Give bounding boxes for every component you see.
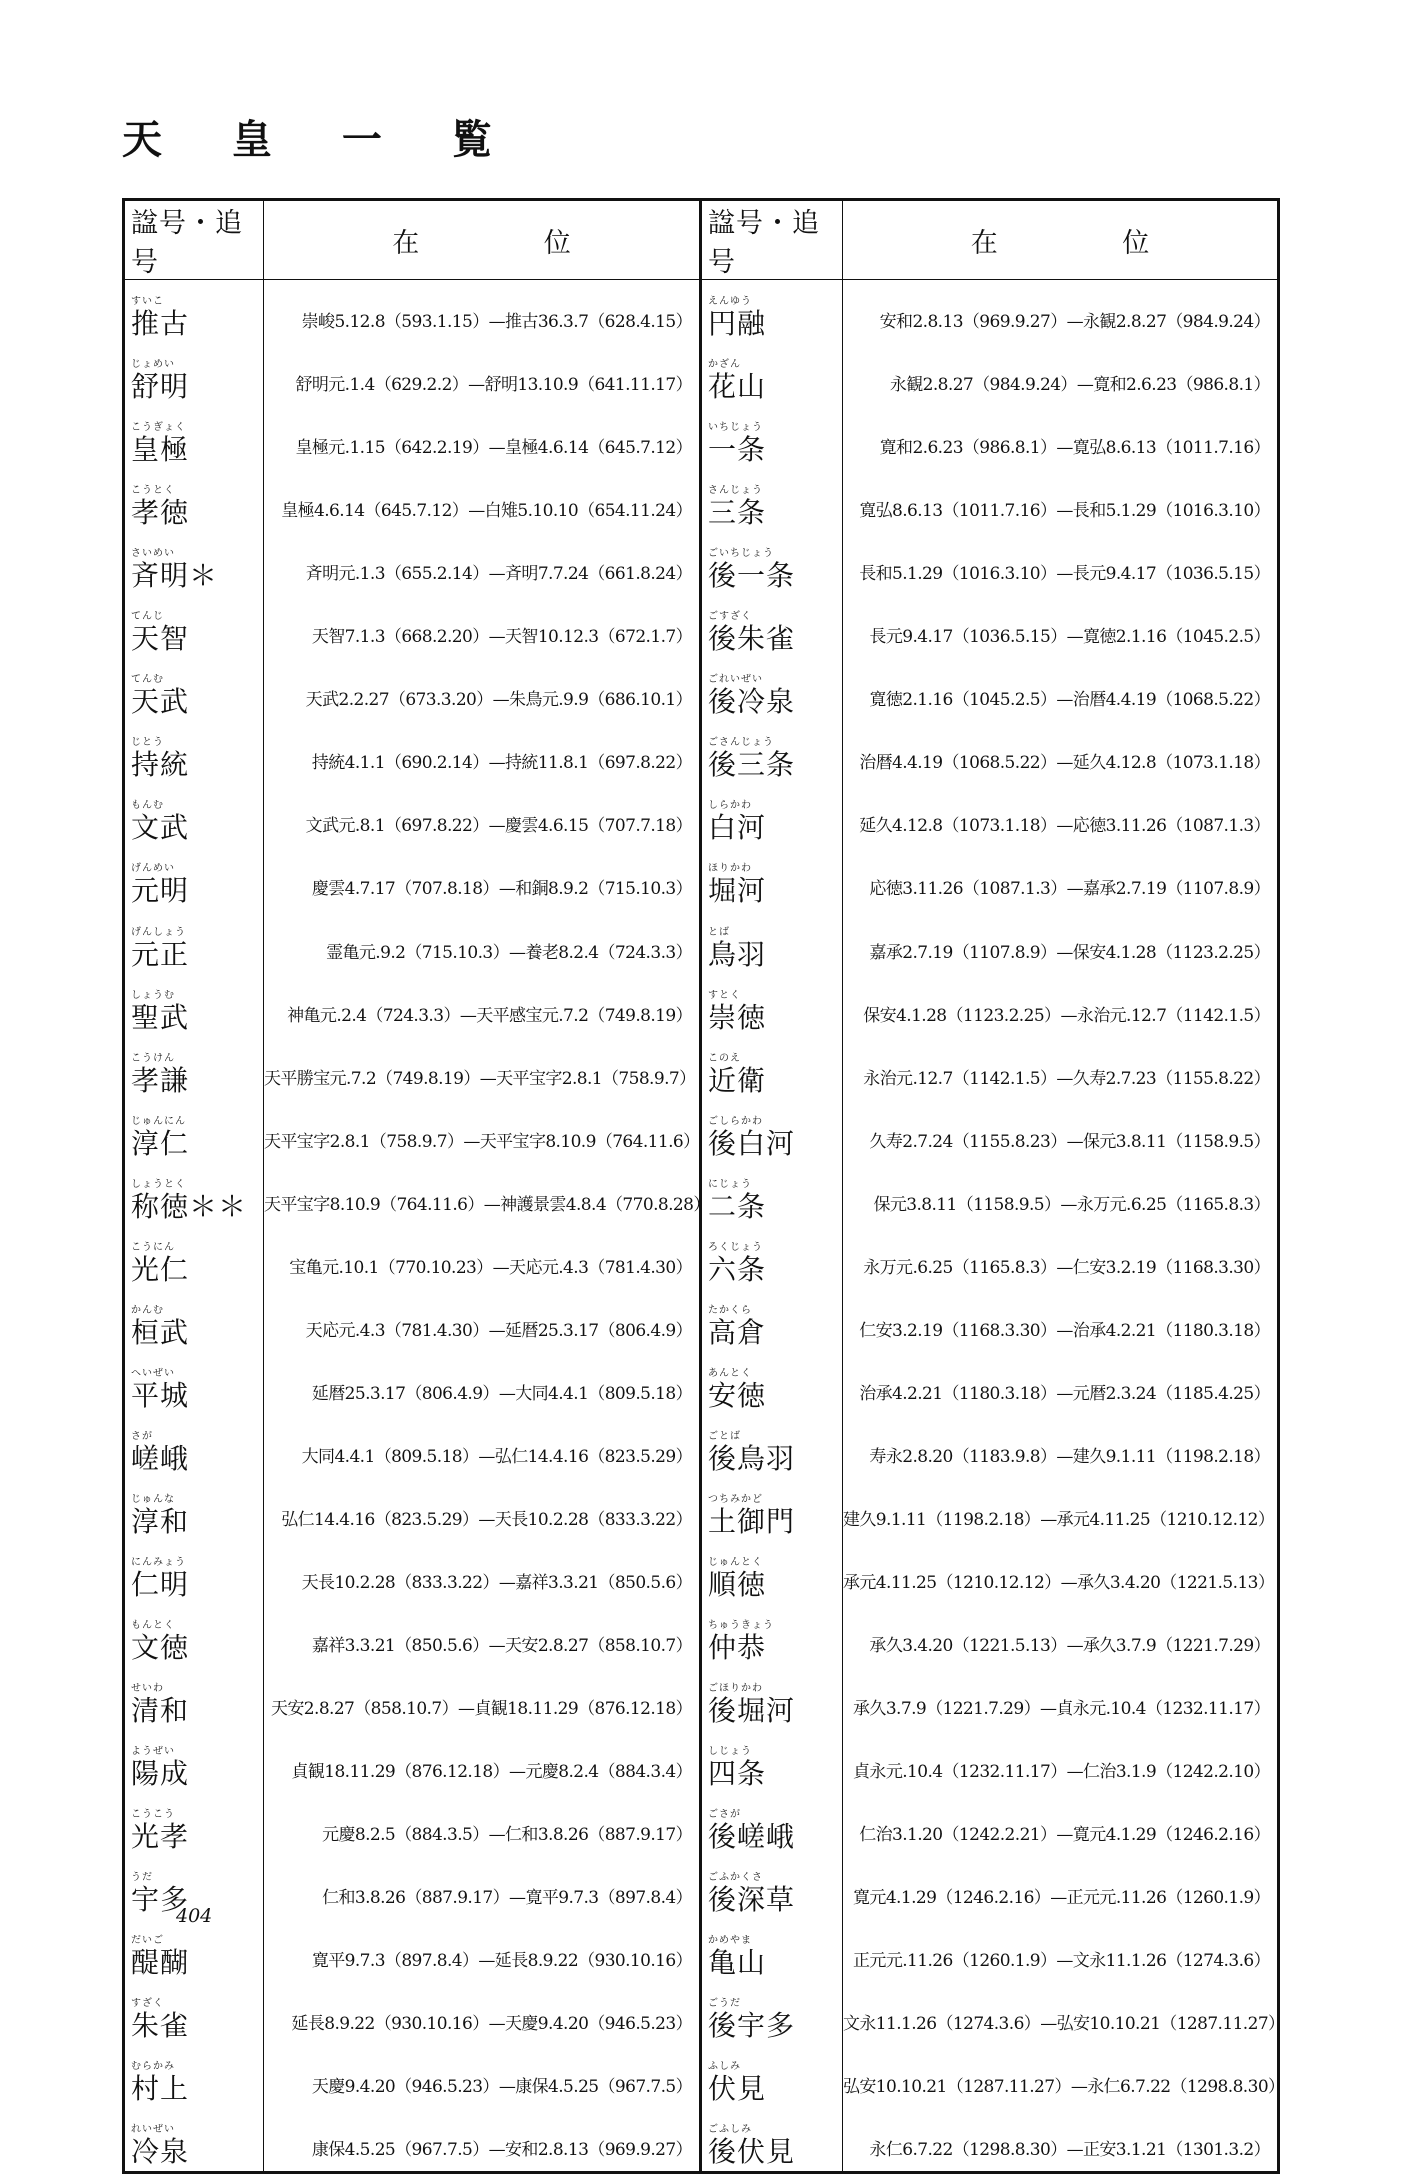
table-row	[124, 1226, 1279, 1289]
emperor-name: 元明	[131, 874, 190, 908]
reign-period: 文永11.1.26（1274.3.6）—弘安10.10.21（1287.11.27）	[843, 1982, 1279, 2045]
table-header-row	[124, 200, 1279, 280]
emperor-reading: もんむ	[131, 800, 164, 812]
reign-period: 安和2.8.13（969.9.27）—永観2.8.27（984.9.24）	[843, 280, 1279, 344]
table-row	[124, 532, 1279, 595]
emperor-name-cell	[701, 469, 843, 532]
emperor-name-cell	[124, 658, 264, 721]
reign-period: 永万元.6.25（1165.8.3）—仁安3.2.19（1168.3.30）	[843, 1226, 1279, 1289]
reign-period: 寛弘8.6.13（1011.7.16）—長和5.1.29（1016.3.10）	[843, 469, 1279, 532]
emperor-name: 一条	[708, 433, 767, 467]
emperor-name: 後宇多	[708, 2009, 796, 2043]
emperor-name-cell	[124, 2045, 264, 2108]
emperor-name-cell	[701, 1730, 843, 1793]
emperor-name: 持統	[131, 748, 190, 782]
emperor-name: 順徳	[708, 1567, 767, 1601]
emperor-name-cell	[124, 280, 264, 344]
emperor-name-cell	[124, 974, 264, 1037]
emperor-name: 安徳	[708, 1378, 767, 1412]
emperor-name-cell	[701, 595, 843, 658]
emperor-name: 高倉	[708, 1315, 767, 1349]
emperor-name: 伏見	[708, 2072, 767, 2106]
emperor-reading: えんゆう	[708, 296, 752, 308]
emperor-name: 朱雀	[131, 2009, 190, 2043]
emperor-name: 淳仁	[131, 1126, 190, 1160]
reign-period: 寛平9.7.3（897.8.4）—延長8.9.22（930.10.16）	[264, 1919, 701, 1982]
emperor-name: 後三条	[708, 748, 796, 782]
emperor-name-cell	[701, 1604, 843, 1667]
emperor-name: 三条	[708, 496, 767, 530]
emperor-name-cell	[701, 1856, 843, 1919]
table-row	[124, 1667, 1279, 1730]
table-row	[124, 1604, 1279, 1667]
table-row	[124, 974, 1279, 1037]
emperor-name-cell	[701, 406, 843, 469]
table-row	[124, 910, 1279, 973]
emperor-name-cell	[701, 343, 843, 406]
emperor-name-cell	[701, 658, 843, 721]
reign-period: 仁治3.1.20（1242.2.21）—寛元4.1.29（1246.2.16）	[843, 1793, 1279, 1856]
emperor-reading: こうけん	[131, 1052, 175, 1064]
emperor-name: 聖武	[131, 1000, 190, 1034]
emperor-name-cell	[124, 1793, 264, 1856]
emperor-name: 堀河	[708, 874, 767, 908]
emperor-name: 皇極	[131, 433, 190, 467]
reign-period: 文武元.8.1（697.8.22）—慶雲4.6.15（707.7.18）	[264, 784, 701, 847]
emperor-reading: だいご	[131, 1935, 164, 1947]
emperor-reading: しらかわ	[708, 800, 752, 812]
emperor-reading: ごうだ	[708, 1998, 741, 2010]
reign-period: 皇極4.6.14（645.7.12）—白雉5.10.10（654.11.24）	[264, 469, 701, 532]
reign-period: 正元元.11.26（1260.1.9）—文永11.1.26（1274.3.6）	[843, 1919, 1279, 1982]
emperor-name: 陽成	[131, 1757, 190, 1791]
emperor-reading: ろくじょう	[708, 1241, 763, 1253]
emperor-name-cell	[124, 847, 264, 910]
emperor-reading: こうぎょく	[131, 422, 186, 434]
table-row	[124, 1856, 1279, 1919]
emperor-name: 後朱雀	[708, 622, 796, 656]
emperor-name: 後白河	[708, 1126, 796, 1160]
emperor-name-cell	[701, 847, 843, 910]
reign-period: 承久3.7.9（1221.7.29）—貞永元.10.4（1232.11.17）	[843, 1667, 1279, 1730]
table-row	[124, 658, 1279, 721]
emperor-reading: げんめい	[131, 863, 175, 875]
emperor-reading: げんしょう	[131, 926, 186, 938]
emperor-reading: かんむ	[131, 1304, 164, 1316]
emperor-name: 亀山	[708, 1946, 767, 1980]
table-row	[124, 595, 1279, 658]
reign-period: 保元3.8.11（1158.9.5）—永万元.6.25（1165.8.3）	[843, 1163, 1279, 1226]
emperor-name-cell	[124, 1100, 264, 1163]
reign-period: 寛和2.6.23（986.8.1）—寛弘8.6.13（1011.7.16）	[843, 406, 1279, 469]
emperor-name-cell	[701, 1289, 843, 1352]
emperor-reading: さいめい	[131, 548, 175, 560]
emperor-name-cell	[701, 532, 843, 595]
reign-period: 天安2.8.27（858.10.7）—貞観18.11.29（876.12.18）	[264, 1667, 701, 1730]
reign-period: 舒明元.1.4（629.2.2）—舒明13.10.9（641.11.17）	[264, 343, 701, 406]
emperor-name-cell	[124, 1352, 264, 1415]
reign-period: 寿永2.8.20（1183.9.8）—建久9.1.11（1198.2.18）	[843, 1415, 1279, 1478]
header-name-right: 諡号・追号	[701, 200, 843, 280]
emperor-name: 後堀河	[708, 1694, 796, 1728]
table-row	[124, 1982, 1279, 2045]
emperor-reading: ごほりかわ	[708, 1683, 763, 1695]
emperor-name: 六条	[708, 1252, 767, 1286]
emperor-reading: さんじょう	[708, 485, 763, 497]
emperor-reading: ようぜい	[131, 1746, 175, 1758]
emperor-reading: じゅんにん	[131, 1115, 186, 1127]
emperor-name: 醍醐	[131, 1946, 190, 1980]
emperor-reading: もんとく	[131, 1620, 175, 1632]
emperor-name-cell	[701, 1352, 843, 1415]
emperor-name-cell	[701, 1163, 843, 1226]
reign-period: 貞永元.10.4（1232.11.17）—仁治3.1.9（1242.2.10）	[843, 1730, 1279, 1793]
emperor-reading: ごさんじょう	[708, 737, 774, 749]
emperor-name-cell	[124, 1478, 264, 1541]
reign-period: 承元4.11.25（1210.12.12）—承久3.4.20（1221.5.13）	[843, 1541, 1279, 1604]
emperor-name: 崇徳	[708, 1000, 767, 1034]
table-row	[124, 1730, 1279, 1793]
emperor-name: 後伏見	[708, 2135, 796, 2169]
table-row	[124, 1793, 1279, 1856]
emperor-name-cell	[701, 721, 843, 784]
emperor-reading: じゅんとく	[708, 1556, 763, 1568]
emperor-reading: あんとく	[708, 1367, 752, 1379]
reign-period: 天智7.1.3（668.2.20）—天智10.12.3（672.1.7）	[264, 595, 701, 658]
reign-period: 仁和3.8.26（887.9.17）—寛平9.7.3（897.8.4）	[264, 1856, 701, 1919]
emperor-name: 後鳥羽	[708, 1441, 796, 1475]
emperor-reading: ちゅうきょう	[708, 1620, 774, 1632]
emperor-name-cell	[124, 2108, 264, 2173]
emperor-reading: ごふしみ	[708, 2124, 752, 2136]
emperor-name: 斉明＊	[131, 559, 219, 593]
reign-period: 神亀元.2.4（724.3.3）—天平感宝元.7.2（749.8.19）	[264, 974, 701, 1037]
emperor-reading: むらかみ	[131, 2061, 175, 2073]
reign-period: 応徳3.11.26（1087.1.3）—嘉承2.7.19（1107.8.9）	[843, 847, 1279, 910]
reign-period: 持統4.1.1（690.2.14）—持統11.8.1（697.8.22）	[264, 721, 701, 784]
emperor-name: 天智	[131, 622, 190, 656]
emperor-reading: ほりかわ	[708, 863, 752, 875]
reign-period: 永治元.12.7（1142.1.5）—久寿2.7.23（1155.8.22）	[843, 1037, 1279, 1100]
emperor-reading: にじょう	[708, 1178, 752, 1190]
emperor-reading: たかくら	[708, 1304, 752, 1316]
emperor-name-cell	[701, 1919, 843, 1982]
header-reign-right: 在 位	[843, 200, 1279, 280]
reign-period: 大同4.4.1（809.5.18）—弘仁14.4.16（823.5.29）	[264, 1415, 701, 1478]
table-row	[124, 1541, 1279, 1604]
header-name-left: 諡号・追号	[124, 200, 264, 280]
emperor-reading: こうにん	[131, 1241, 175, 1253]
emperor-name: 二条	[708, 1189, 767, 1223]
emperor-reading: すとく	[708, 989, 741, 1001]
emperor-reading: つちみかど	[708, 1493, 763, 1505]
reign-period: 崇峻5.12.8（593.1.15）—推古36.3.7（628.4.15）	[264, 280, 701, 344]
reign-period: 弘仁14.4.16（823.5.29）—天長10.2.28（833.3.22）	[264, 1478, 701, 1541]
emperor-name: 文徳	[131, 1631, 190, 1665]
emperor-reading: さが	[131, 1430, 153, 1442]
reign-period: 天平勝宝元.7.2（749.8.19）—天平宝字2.8.1（758.9.7）	[264, 1037, 701, 1100]
table-row	[124, 1163, 1279, 1226]
emperor-name-cell	[124, 1163, 264, 1226]
emperor-reading: しょうむ	[131, 989, 175, 1001]
table-row	[124, 2045, 1279, 2108]
table-row	[124, 1037, 1279, 1100]
reign-period: 永観2.8.27（984.9.24）—寛和2.6.23（986.8.1）	[843, 343, 1279, 406]
emperor-reading: このえ	[708, 1052, 741, 1064]
emperor-name: 文武	[131, 811, 190, 845]
table-body	[124, 280, 1285, 2173]
emperor-name-cell	[124, 406, 264, 469]
emperor-name-cell	[124, 1415, 264, 1478]
emperor-name: 桓武	[131, 1315, 190, 1349]
emperor-name-cell	[124, 784, 264, 847]
emperor-reading: ごとば	[708, 1430, 741, 1442]
emperor-reading: せいわ	[131, 1683, 164, 1695]
emperor-table	[122, 198, 1285, 2174]
emperor-name-cell	[701, 784, 843, 847]
emperor-reading: ごいちじょう	[708, 548, 774, 560]
emperor-name: 光孝	[131, 1820, 190, 1854]
table-row	[124, 469, 1279, 532]
header-reign-left: 在 位	[264, 200, 701, 280]
table-row	[124, 1415, 1279, 1478]
emperor-reading: ごすざく	[708, 611, 752, 623]
reign-period: 長和5.1.29（1016.3.10）—長元9.4.17（1036.5.15）	[843, 532, 1279, 595]
emperor-name-cell	[701, 1100, 843, 1163]
emperor-name: 孝謙	[131, 1063, 190, 1097]
emperor-name-cell	[701, 974, 843, 1037]
reign-period: 天慶9.4.20（946.5.23）—康保4.5.25（967.7.5）	[264, 2045, 701, 2108]
emperor-reading: かめやま	[708, 1935, 752, 1947]
reign-period: 元慶8.2.5（884.3.5）—仁和3.8.26（887.9.17）	[264, 1793, 701, 1856]
emperor-name: 後深草	[708, 1883, 796, 1917]
emperor-name-cell	[124, 532, 264, 595]
reign-period: 慶雲4.7.17（707.8.18）—和銅8.9.2（715.10.3）	[264, 847, 701, 910]
emperor-name-cell	[701, 1226, 843, 1289]
reign-period: 延暦25.3.17（806.4.9）—大同4.4.1（809.5.18）	[264, 1352, 701, 1415]
emperor-reading: じょめい	[131, 359, 175, 371]
emperor-name-cell	[124, 469, 264, 532]
reign-period: 治承4.2.21（1180.3.18）—元暦2.3.24（1185.4.25）	[843, 1352, 1279, 1415]
reign-period: 天応元.4.3（781.4.30）—延暦25.3.17（806.4.9）	[264, 1289, 701, 1352]
emperor-reading: こうこう	[131, 1809, 175, 1821]
emperor-name: 元正	[131, 937, 190, 971]
emperor-reading: ふしみ	[708, 2061, 741, 2073]
emperor-name-cell	[701, 1478, 843, 1541]
emperor-name: 後冷泉	[708, 685, 796, 719]
table-row	[124, 847, 1279, 910]
emperor-reading: てんじ	[131, 611, 164, 623]
emperor-reading: すいこ	[131, 296, 164, 308]
reign-period: 斉明元.1.3（655.2.14）—斉明7.7.24（661.8.24）	[264, 532, 701, 595]
emperor-name-cell	[701, 1982, 843, 2045]
emperor-reading: れいぜい	[131, 2124, 175, 2136]
emperor-name: 光仁	[131, 1252, 190, 1286]
emperor-name: 円融	[708, 307, 767, 341]
emperor-reading: ごしらかわ	[708, 1115, 763, 1127]
emperor-reading: とば	[708, 926, 730, 938]
emperor-name: 推古	[131, 307, 190, 341]
emperor-name: 四条	[708, 1757, 767, 1791]
emperor-name: 宇多	[131, 1883, 190, 1917]
emperor-name-cell	[124, 1541, 264, 1604]
table-row	[124, 1100, 1279, 1163]
emperor-name-cell	[124, 1604, 264, 1667]
reign-period: 天武2.2.27（673.3.20）—朱鳥元.9.9（686.10.1）	[264, 658, 701, 721]
emperor-name-cell	[701, 910, 843, 973]
emperor-name: 後嵯峨	[708, 1820, 796, 1854]
emperor-name: 称徳＊＊	[131, 1189, 248, 1223]
emperor-name-cell	[124, 1667, 264, 1730]
reign-period: 寛元4.1.29（1246.2.16）—正元元.11.26（1260.1.9）	[843, 1856, 1279, 1919]
reign-period: 長元9.4.17（1036.5.15）—寛徳2.1.16（1045.2.5）	[843, 595, 1279, 658]
reign-period: 承久3.4.20（1221.5.13）—承久3.7.9（1221.7.29）	[843, 1604, 1279, 1667]
emperor-reading: すざく	[131, 1998, 164, 2010]
emperor-name: 舒明	[131, 370, 190, 404]
emperor-reading: ごさが	[708, 1809, 741, 1821]
emperor-name: 鳥羽	[708, 937, 767, 971]
emperor-reading: しじょう	[708, 1746, 752, 1758]
emperor-name-cell	[701, 1037, 843, 1100]
emperor-name: 花山	[708, 370, 767, 404]
page-title: 天 皇 一 覧	[122, 117, 520, 163]
emperor-name-cell	[124, 1037, 264, 1100]
emperor-name: 土御門	[708, 1504, 796, 1538]
table-row	[124, 343, 1279, 406]
emperor-name: 清和	[131, 1694, 190, 1728]
emperor-name-cell	[124, 1289, 264, 1352]
reign-period: 天平宝字8.10.9（764.11.6）—神護景雲4.8.4（770.8.28）	[264, 1163, 701, 1226]
reign-period: 建久9.1.11（1198.2.18）—承元4.11.25（1210.12.12）	[843, 1478, 1279, 1541]
page-number: 404	[176, 1905, 213, 1927]
emperor-name: 仲恭	[708, 1631, 767, 1665]
reign-period: 延久4.12.8（1073.1.18）—応徳3.11.26（1087.1.3）	[843, 784, 1279, 847]
reign-period: 嘉承2.7.19（1107.8.9）—保安4.1.28（1123.2.25）	[843, 910, 1279, 973]
emperor-name-cell	[701, 1415, 843, 1478]
emperor-name-cell	[124, 1919, 264, 1982]
emperor-name-cell	[124, 1730, 264, 1793]
emperor-reading: しょうとく	[131, 1178, 186, 1190]
table-row	[124, 1478, 1279, 1541]
emperor-name: 村上	[131, 2072, 190, 2106]
table-row	[124, 1289, 1279, 1352]
emperor-name-cell	[124, 1982, 264, 2045]
reign-period: 延長8.9.22（930.10.16）—天慶9.4.20（946.5.23）	[264, 1982, 701, 2045]
emperor-reading: いちじょう	[708, 422, 763, 434]
table-row	[124, 784, 1279, 847]
emperor-reading: じゅんな	[131, 1493, 175, 1505]
reign-period: 宝亀元.10.1（770.10.23）—天応元.4.3（781.4.30）	[264, 1226, 701, 1289]
emperor-name: 近衛	[708, 1063, 767, 1097]
reign-period: 天長10.2.28（833.3.22）—嘉祥3.3.21（850.5.6）	[264, 1541, 701, 1604]
emperor-reading: ごれいぜい	[708, 674, 763, 686]
table-row	[124, 406, 1279, 469]
reign-period: 久寿2.7.24（1155.8.23）—保元3.8.11（1158.9.5）	[843, 1100, 1279, 1163]
emperor-name-cell	[124, 343, 264, 406]
emperor-name-cell	[701, 1793, 843, 1856]
reign-period: 弘安10.10.21（1287.11.27）—永仁6.7.22（1298.8.30）	[843, 2045, 1279, 2108]
reign-period: 嘉祥3.3.21（850.5.6）—天安2.8.27（858.10.7）	[264, 1604, 701, 1667]
table-row	[124, 721, 1279, 784]
table-row	[124, 2108, 1279, 2173]
emperor-reading: へいぜい	[131, 1367, 175, 1379]
emperor-name-cell	[701, 280, 843, 344]
emperor-name: 孝徳	[131, 496, 190, 530]
reign-period: 治暦4.4.19（1068.5.22）—延久4.12.8（1073.1.18）	[843, 721, 1279, 784]
emperor-name-cell	[701, 1667, 843, 1730]
emperor-name-cell	[701, 1541, 843, 1604]
table-row	[124, 280, 1279, 344]
emperor-name-cell	[124, 1226, 264, 1289]
reign-period: 皇極元.1.15（642.2.19）—皇極4.6.14（645.7.12）	[264, 406, 701, 469]
emperor-reading: うだ	[131, 1872, 153, 1884]
emperor-name: 後一条	[708, 559, 796, 593]
emperor-name: 平城	[131, 1378, 190, 1412]
emperor-name: 冷泉	[131, 2135, 190, 2169]
emperor-name-cell	[124, 595, 264, 658]
emperor-name: 嵯峨	[131, 1441, 190, 1475]
reign-period: 仁安3.2.19（1168.3.30）—治承4.2.21（1180.3.18）	[843, 1289, 1279, 1352]
emperor-name-cell	[124, 910, 264, 973]
reign-period: 寛徳2.1.16（1045.2.5）—治暦4.4.19（1068.5.22）	[843, 658, 1279, 721]
emperor-name: 仁明	[131, 1567, 190, 1601]
emperor-reading: こうとく	[131, 485, 175, 497]
emperor-name: 天武	[131, 685, 190, 719]
table-row	[124, 1919, 1279, 1982]
reign-period: 天平宝字2.8.1（758.9.7）—天平宝字8.10.9（764.11.6）	[264, 1100, 701, 1163]
table-row	[124, 1352, 1279, 1415]
emperor-reading: ごふかくさ	[708, 1872, 763, 1884]
reign-period: 貞観18.11.29（876.12.18）—元慶8.2.4（884.3.4）	[264, 1730, 701, 1793]
emperor-name-cell	[701, 2108, 843, 2173]
emperor-name: 淳和	[131, 1504, 190, 1538]
emperor-reading: じとう	[131, 737, 164, 749]
emperor-name-cell	[701, 2045, 843, 2108]
reign-period: 保安4.1.28（1123.2.25）—永治元.12.7（1142.1.5）	[843, 974, 1279, 1037]
emperor-reading: かざん	[708, 359, 741, 371]
emperor-name-cell	[124, 721, 264, 784]
emperor-name: 白河	[708, 811, 767, 845]
emperor-reading: てんむ	[131, 674, 164, 686]
reign-period: 霊亀元.9.2（715.10.3）—養老8.2.4（724.3.3）	[264, 910, 701, 973]
reign-period: 康保4.5.25（967.7.5）—安和2.8.13（969.9.27）	[264, 2108, 701, 2173]
emperor-reading: にんみょう	[131, 1556, 186, 1568]
reign-period: 永仁6.7.22（1298.8.30）—正安3.1.21（1301.3.2）	[843, 2108, 1279, 2173]
